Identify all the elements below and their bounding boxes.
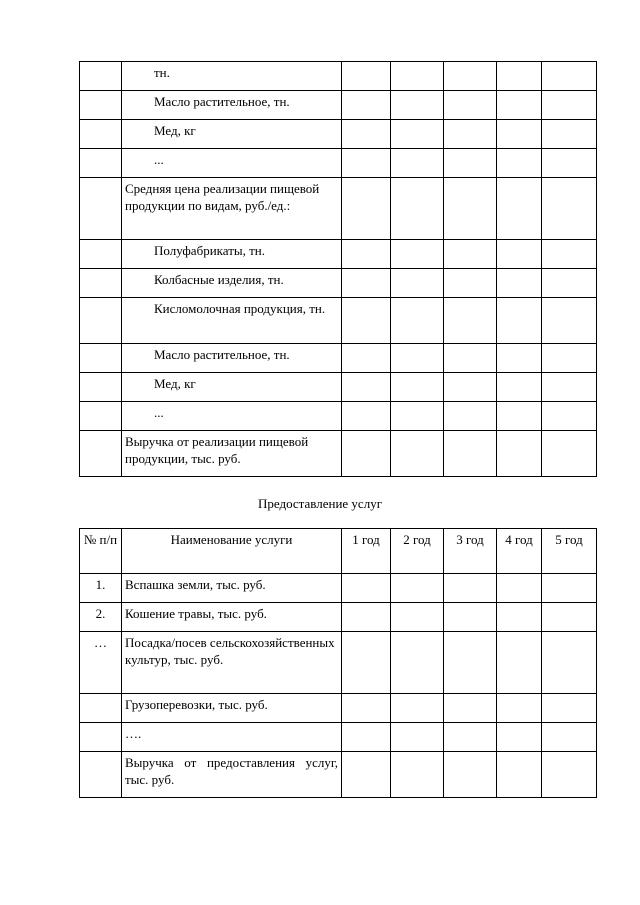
table-row bbox=[80, 269, 597, 298]
row-label: ... bbox=[122, 149, 342, 178]
table-row bbox=[80, 603, 597, 632]
row-number: 2. bbox=[80, 603, 122, 632]
table-row bbox=[80, 752, 597, 798]
row-label: Масло растительное, тн. bbox=[122, 344, 342, 373]
table-row bbox=[80, 431, 597, 477]
row-number: … bbox=[80, 632, 122, 694]
row-label: Мед, кг bbox=[122, 373, 342, 402]
row-label: Выручка от предоставления услуг, тыс. руб. bbox=[122, 752, 342, 798]
table-row bbox=[80, 91, 597, 120]
header-year-3: 3 год bbox=[444, 529, 497, 574]
table-row bbox=[80, 373, 597, 402]
table-row bbox=[80, 632, 597, 694]
row-label: Масло растительное, тн. bbox=[122, 91, 342, 120]
row-label: Мед, кг bbox=[122, 120, 342, 149]
header-year-4: 4 год bbox=[497, 529, 542, 574]
row-label: Выручка от реализации пищевой продукции, тыс. руб. bbox=[122, 431, 342, 477]
row-label: Колбасные изделия, тн. bbox=[122, 269, 342, 298]
row-label: тн. bbox=[122, 62, 342, 91]
row-label: Кошение травы, тыс. руб. bbox=[122, 603, 342, 632]
row-label: Кисломолочная продукция, тн. bbox=[122, 298, 342, 344]
row-label: Посадка/посев сельскохозяйственных культур, тыс. руб. bbox=[122, 632, 342, 694]
header-name: Наименование услуги bbox=[122, 529, 342, 574]
table-row bbox=[80, 120, 597, 149]
header-num: № п/п bbox=[80, 529, 122, 574]
row-number: 1. bbox=[80, 574, 122, 603]
table-row bbox=[80, 178, 597, 240]
row-label: ... bbox=[122, 402, 342, 431]
table-row bbox=[80, 240, 597, 269]
table-row bbox=[80, 694, 597, 723]
row-label: Вспашка земли, тыс. руб. bbox=[122, 574, 342, 603]
header-year-1: 1 год bbox=[342, 529, 391, 574]
table-row bbox=[80, 62, 597, 91]
table-row bbox=[80, 574, 597, 603]
section-title: Предоставление услуг bbox=[257, 496, 383, 511]
row-label: Полуфабрикаты, тн. bbox=[122, 240, 342, 269]
food-products-table bbox=[79, 61, 597, 477]
row-label: Грузоперевозки, тыс. руб. bbox=[122, 694, 342, 723]
row-number bbox=[80, 723, 122, 752]
row-label: …. bbox=[122, 723, 342, 752]
table-row bbox=[80, 723, 597, 752]
services-table bbox=[79, 528, 597, 798]
table-row bbox=[80, 149, 597, 178]
table-row bbox=[80, 344, 597, 373]
row-number bbox=[80, 694, 122, 723]
header-year-5: 5 год bbox=[542, 529, 597, 574]
table-header-row bbox=[80, 529, 597, 574]
row-label: Средняя цена реализации пищевой продукции по видам, руб./ед.: bbox=[122, 178, 342, 240]
header-year-2: 2 год bbox=[391, 529, 444, 574]
table-row bbox=[80, 298, 597, 344]
row-number bbox=[80, 752, 122, 798]
table-row bbox=[80, 402, 597, 431]
